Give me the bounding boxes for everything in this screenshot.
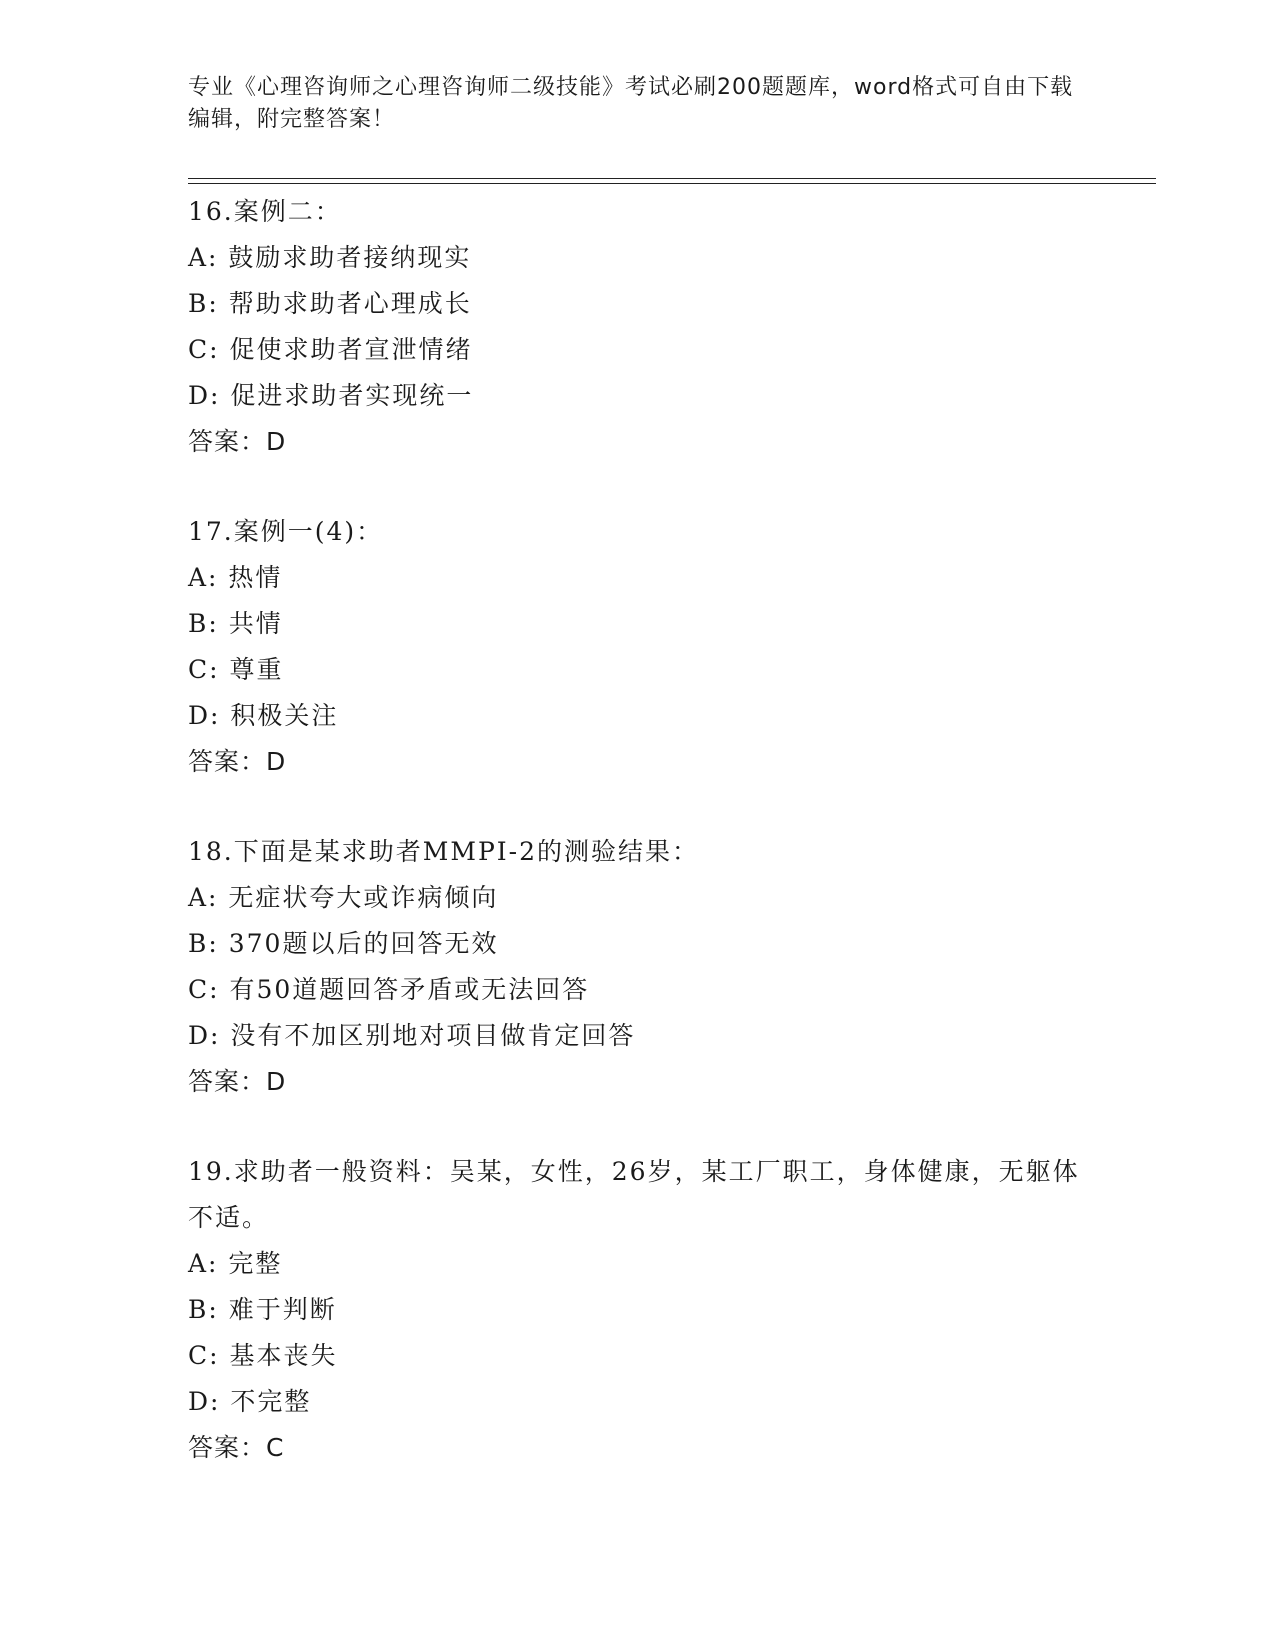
answer: 答案：D: [188, 1067, 287, 1096]
option-c: C: 基本丧失: [188, 1341, 338, 1370]
option-d: D: 没有不加区别地对项目做肯定回答: [188, 1021, 636, 1050]
option-b: B: 共情: [188, 609, 283, 638]
option-c: C: 促使求助者宣泄情绪: [188, 335, 473, 364]
option-d: D: 积极关注: [188, 701, 339, 730]
option-a: A: 无症状夸大或诈病倾向: [188, 883, 499, 912]
question-19: [188, 1149, 1088, 1471]
question-stem: 16.案例二：: [188, 197, 342, 226]
option-c: C: 有50道题回答矛盾或无法回答: [188, 975, 590, 1004]
option-b: B: 帮助求助者心理成长: [188, 289, 472, 318]
question-18: [188, 829, 1088, 1105]
document-header: 专业《心理咨询师之心理咨询师二级技能》考试必刷200题题库，word格式可自由下载编辑，附完整答案！: [188, 75, 1074, 132]
question-16: [188, 189, 1088, 465]
option-d: D: 促进求助者实现统一: [188, 381, 474, 410]
option-a: A: 热情: [188, 563, 283, 592]
option-b: B: 370题以后的回答无效: [188, 929, 499, 958]
question-stem: 17.案例一(4)：: [188, 517, 384, 546]
header-rule-top: [188, 178, 1156, 179]
option-d: D: 不完整: [188, 1387, 312, 1416]
question-stem: 19.求助者一般资料：吴某，女性，26岁，某工厂职工，身体健康，无躯体不适。: [188, 1157, 1080, 1232]
option-a: A: 鼓励求助者接纳现实: [188, 243, 472, 272]
answer: 答案：D: [188, 747, 287, 776]
question-stem: 18.下面是某求助者MMPI-2的测验结果：: [188, 837, 700, 866]
header-rule-bottom: [188, 183, 1156, 184]
option-a: A: 完整: [188, 1249, 283, 1278]
question-17: [188, 509, 1088, 785]
answer: 答案：D: [188, 427, 287, 456]
option-c: C: 尊重: [188, 655, 284, 684]
option-b: B: 难于判断: [188, 1295, 337, 1324]
answer: 答案：C: [188, 1433, 285, 1462]
